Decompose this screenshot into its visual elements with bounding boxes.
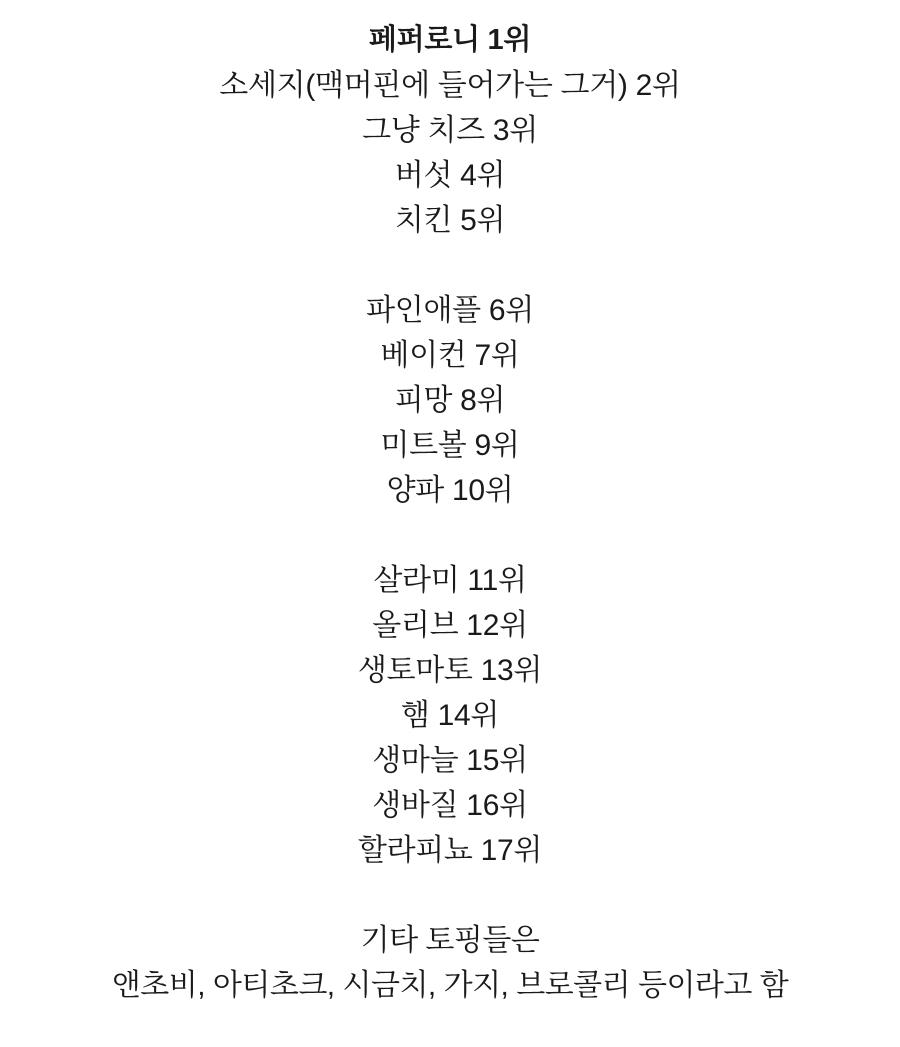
ranking-item-16: 생바질 16위: [372, 789, 528, 822]
ranking-item-2: 소세지(맥머핀에 들어가는 그거) 2위: [219, 69, 681, 102]
other-toppings-list: 앤초비, 아티초크, 시금치, 가지, 브로콜리 등이라고 함: [111, 969, 789, 1002]
other-toppings-note: [0, 918, 900, 1008]
ranking-item-6: 파인애플 6위: [366, 294, 534, 327]
ranking-item-11: 살라미 11위: [373, 564, 527, 597]
ranking-item-4: 버섯 4위: [394, 159, 506, 192]
ranking-item-3: 그냥 치즈 3위: [362, 114, 538, 147]
ranking-item-15: 생마늘 15위: [372, 744, 528, 777]
ranking-item-5: 치킨 5위: [394, 204, 506, 237]
ranking-item-13: 생토마토 13위: [357, 654, 543, 687]
ranking-item-1: 페퍼로니 1위: [368, 24, 532, 56]
ranking-item-8: 피망 8위: [394, 384, 506, 417]
ranking-item-17: 할라피뇨 17위: [357, 834, 543, 867]
ranking-group-three: [0, 558, 900, 873]
ranking-item-10: 양파 10위: [386, 474, 514, 507]
ranking-item-14: 햄 14위: [400, 699, 500, 732]
ranking-group-two: [0, 288, 900, 513]
other-toppings-heading: 기타 토핑들은: [360, 924, 540, 957]
ranking-group-one: [0, 18, 900, 243]
ranking-item-7: 베이컨 7위: [380, 339, 520, 372]
ranking-item-9: 미트볼 9위: [380, 429, 520, 462]
ranking-item-12: 올리브 12위: [372, 609, 528, 642]
